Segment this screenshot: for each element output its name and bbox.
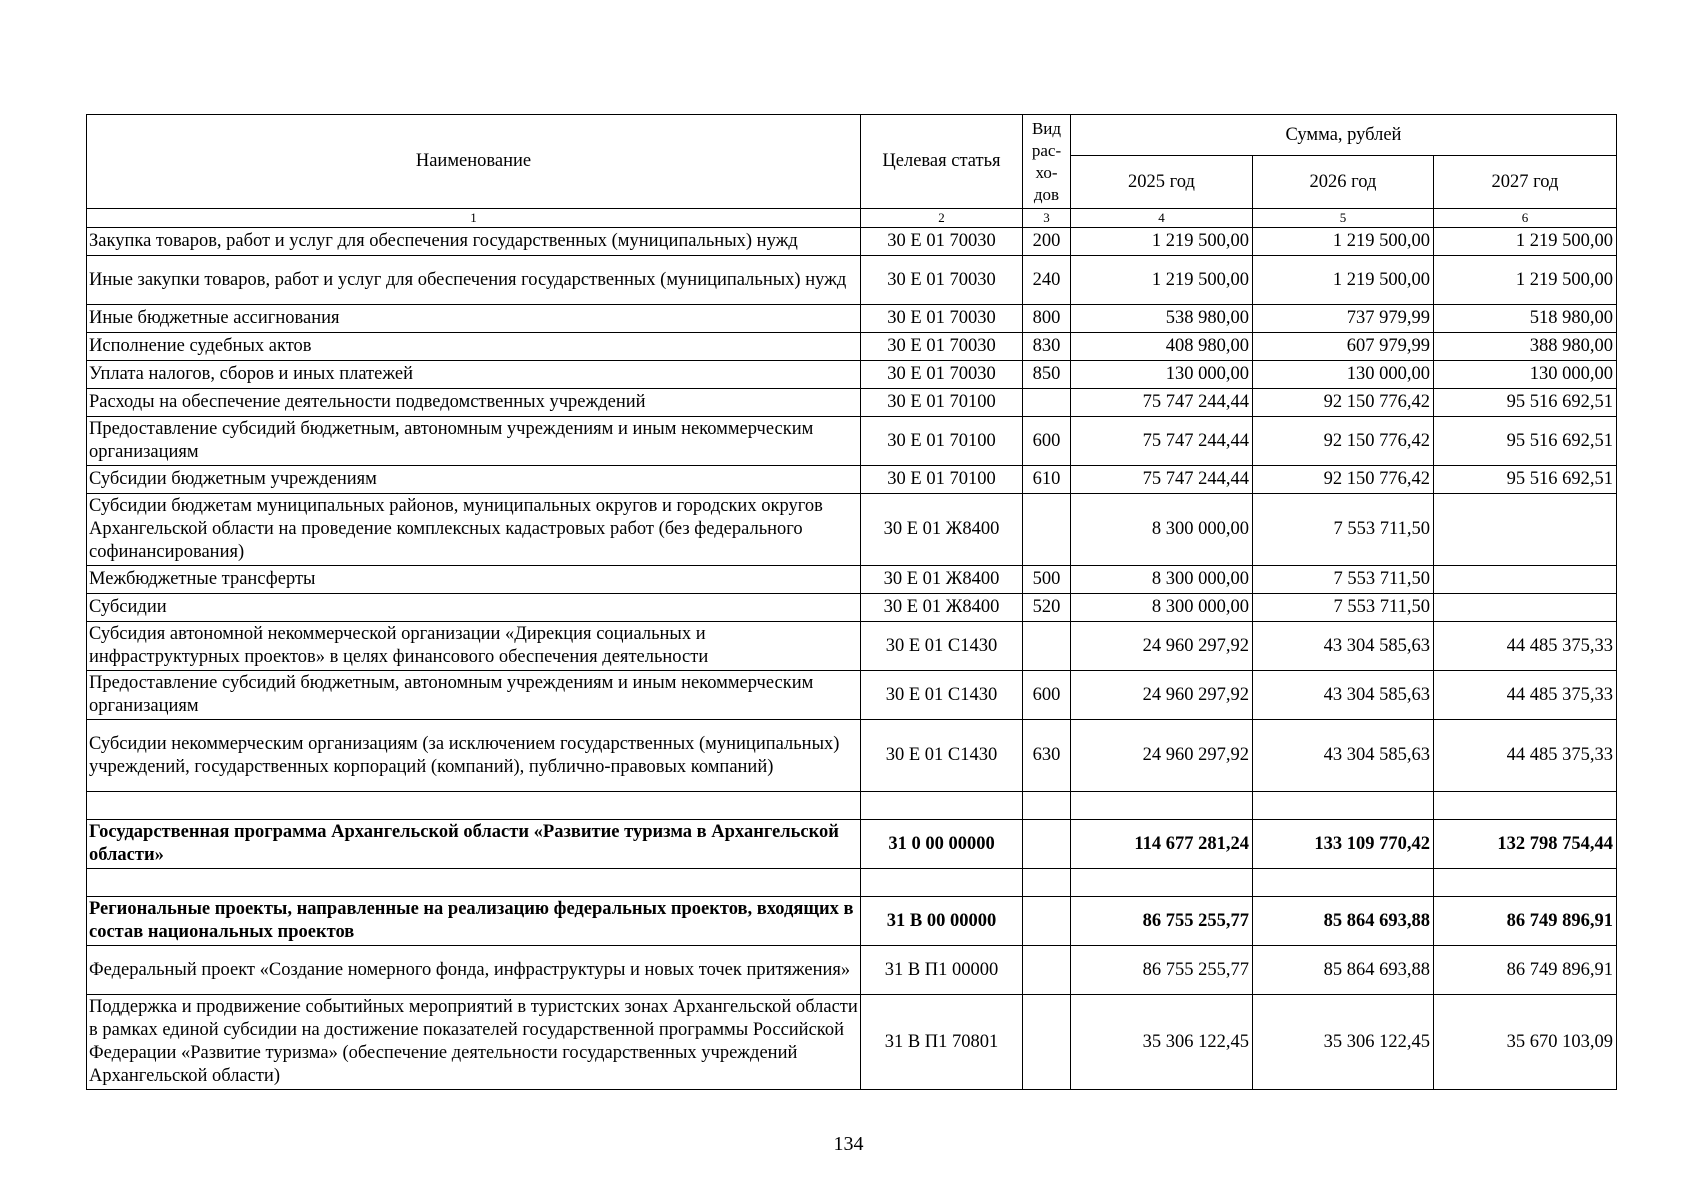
- row-target-code: 31 0 00 00000: [861, 820, 1023, 869]
- row-amount-2025: 1 219 500,00: [1071, 256, 1253, 305]
- row-name: [87, 869, 861, 897]
- table-row: [87, 228, 1617, 256]
- row-target-code: 30 Е 01 Ж8400: [861, 494, 1023, 566]
- row-amount-2027: [1434, 494, 1617, 566]
- row-amount-2026: 607 979,99: [1253, 333, 1434, 361]
- row-target-code: 30 Е 01 С1430: [861, 622, 1023, 671]
- row-expense-kind: 500: [1023, 566, 1071, 594]
- column-number: 5: [1253, 209, 1434, 228]
- row-name: Иные бюджетные ассигнования: [87, 305, 861, 333]
- row-amount-2026: 7 553 711,50: [1253, 566, 1434, 594]
- row-name: Поддержка и продвижение событийных мероприятий в туристских зонах Архангельской области в рамках единой субсидии на достижение показателей государственной программы Российской Федерации «Развитие туризма» (обеспечение деятельности государственных учреждений Архангельской области): [87, 995, 861, 1090]
- row-amount-2026: 85 864 693,88: [1253, 946, 1434, 995]
- table-row-program-total: [87, 820, 1617, 869]
- row-amount-2027: 132 798 754,44: [1434, 820, 1617, 869]
- table-row-empty: [87, 869, 1617, 897]
- row-expense-kind: 200: [1023, 228, 1071, 256]
- row-amount-2025: 24 960 297,92: [1071, 671, 1253, 720]
- row-expense-kind: [1023, 897, 1071, 946]
- row-amount-2025: [1071, 792, 1253, 820]
- row-amount-2025: 75 747 244,44: [1071, 417, 1253, 466]
- row-amount-2025: 538 980,00: [1071, 305, 1253, 333]
- row-amount-2025: 408 980,00: [1071, 333, 1253, 361]
- row-amount-2027: 95 516 692,51: [1434, 466, 1617, 494]
- table-row: [87, 417, 1617, 466]
- row-amount-2025: 35 306 122,45: [1071, 995, 1253, 1090]
- header-kind: Вид рас-хо-дов: [1023, 115, 1071, 209]
- table-row-empty: [87, 792, 1617, 820]
- row-amount-2027: [1434, 566, 1617, 594]
- row-name: Уплата налогов, сборов и иных платежей: [87, 361, 861, 389]
- header-2026: 2026 год: [1253, 156, 1434, 209]
- row-expense-kind: [1023, 389, 1071, 417]
- row-amount-2026: 1 219 500,00: [1253, 228, 1434, 256]
- row-target-code: 30 Е 01 70100: [861, 389, 1023, 417]
- row-name: Субсидии бюджетным учреждениям: [87, 466, 861, 494]
- row-amount-2026: 92 150 776,42: [1253, 466, 1434, 494]
- row-name: Закупка товаров, работ и услуг для обеспечения государственных (муниципальных) нужд: [87, 228, 861, 256]
- row-name: Государственная программа Архангельской области «Развитие туризма в Архангельской области»: [87, 820, 861, 869]
- row-amount-2027: 518 980,00: [1434, 305, 1617, 333]
- row-amount-2025: 86 755 255,77: [1071, 897, 1253, 946]
- row-amount-2026: 35 306 122,45: [1253, 995, 1434, 1090]
- table-row: [87, 466, 1617, 494]
- table-row: [87, 622, 1617, 671]
- row-amount-2025: 75 747 244,44: [1071, 466, 1253, 494]
- column-number: 3: [1023, 209, 1071, 228]
- row-target-code: 30 Е 01 С1430: [861, 720, 1023, 792]
- header-name: Наименование: [87, 115, 861, 209]
- row-target-code: 30 Е 01 Ж8400: [861, 594, 1023, 622]
- row-expense-kind: 850: [1023, 361, 1071, 389]
- header-row-top: [87, 115, 1617, 156]
- row-name: Иные закупки товаров, работ и услуг для обеспечения государственных (муниципальных) нужд: [87, 256, 861, 305]
- row-amount-2025: 8 300 000,00: [1071, 494, 1253, 566]
- row-name: [87, 792, 861, 820]
- table-row: [87, 389, 1617, 417]
- row-expense-kind: [1023, 820, 1071, 869]
- row-amount-2026: 43 304 585,63: [1253, 671, 1434, 720]
- budget-table-container: [86, 114, 1616, 1090]
- table-row: [87, 594, 1617, 622]
- table-row: [87, 333, 1617, 361]
- row-amount-2027: 95 516 692,51: [1434, 417, 1617, 466]
- table-row: [87, 361, 1617, 389]
- row-amount-2025: 24 960 297,92: [1071, 622, 1253, 671]
- row-amount-2026: 92 150 776,42: [1253, 389, 1434, 417]
- row-amount-2027: 86 749 896,91: [1434, 897, 1617, 946]
- page-number: 134: [833, 1133, 864, 1155]
- row-amount-2026: 85 864 693,88: [1253, 897, 1434, 946]
- row-target-code: [861, 869, 1023, 897]
- row-amount-2026: 43 304 585,63: [1253, 622, 1434, 671]
- row-name: Субсидии: [87, 594, 861, 622]
- row-amount-2025: 114 677 281,24: [1071, 820, 1253, 869]
- row-amount-2025: 86 755 255,77: [1071, 946, 1253, 995]
- row-amount-2027: [1434, 792, 1617, 820]
- row-amount-2027: 130 000,00: [1434, 361, 1617, 389]
- row-target-code: [861, 792, 1023, 820]
- budget-table: [86, 114, 1617, 1090]
- table-row: [87, 566, 1617, 594]
- row-amount-2025: [1071, 869, 1253, 897]
- row-expense-kind: 630: [1023, 720, 1071, 792]
- row-expense-kind: 800: [1023, 305, 1071, 333]
- row-name: Субсидии бюджетам муниципальных районов, муниципальных округов и городских округов Архангельской области на проведение комплексных кадастровых работ (без федерального софинансирования): [87, 494, 861, 566]
- row-name: Межбюджетные трансферты: [87, 566, 861, 594]
- row-name: Предоставление субсидий бюджетным, автономным учреждениям и иным некоммерческим организациям: [87, 417, 861, 466]
- row-expense-kind: 600: [1023, 417, 1071, 466]
- row-name: Субсидия автономной некоммерческой организации «Дирекция социальных и инфраструктурных проектов» в целях финансового обеспечения деятельности: [87, 622, 861, 671]
- row-amount-2027: 86 749 896,91: [1434, 946, 1617, 995]
- row-amount-2027: 35 670 103,09: [1434, 995, 1617, 1090]
- row-target-code: 30 Е 01 70030: [861, 361, 1023, 389]
- row-amount-2026: 737 979,99: [1253, 305, 1434, 333]
- table-row: [87, 671, 1617, 720]
- row-amount-2025: 75 747 244,44: [1071, 389, 1253, 417]
- row-amount-2027: 95 516 692,51: [1434, 389, 1617, 417]
- column-number: 2: [861, 209, 1023, 228]
- row-expense-kind: [1023, 792, 1071, 820]
- table-row: [87, 494, 1617, 566]
- row-expense-kind: [1023, 869, 1071, 897]
- row-expense-kind: [1023, 995, 1071, 1090]
- row-amount-2026: [1253, 792, 1434, 820]
- column-number: 6: [1434, 209, 1617, 228]
- row-amount-2027: [1434, 594, 1617, 622]
- table-row: [87, 720, 1617, 792]
- row-amount-2026: 7 553 711,50: [1253, 494, 1434, 566]
- row-amount-2027: 1 219 500,00: [1434, 256, 1617, 305]
- row-expense-kind: 830: [1023, 333, 1071, 361]
- row-amount-2026: 1 219 500,00: [1253, 256, 1434, 305]
- row-target-code: 30 Е 01 70100: [861, 417, 1023, 466]
- table-row: [87, 995, 1617, 1090]
- row-expense-kind: 520: [1023, 594, 1071, 622]
- row-target-code: 30 Е 01 Ж8400: [861, 566, 1023, 594]
- row-target-code: 31 В П1 70801: [861, 995, 1023, 1090]
- row-amount-2025: 24 960 297,92: [1071, 720, 1253, 792]
- row-target-code: 31 В П1 00000: [861, 946, 1023, 995]
- row-target-code: 30 Е 01 С1430: [861, 671, 1023, 720]
- header-target: Целевая статья: [861, 115, 1023, 209]
- row-name: Федеральный проект «Создание номерного фонда, инфраструктуры и новых точек притяжения»: [87, 946, 861, 995]
- table-row: [87, 946, 1617, 995]
- row-name: Предоставление субсидий бюджетным, автономным учреждениям и иным некоммерческим организациям: [87, 671, 861, 720]
- row-expense-kind: 600: [1023, 671, 1071, 720]
- row-amount-2026: 130 000,00: [1253, 361, 1434, 389]
- row-target-code: 30 Е 01 70030: [861, 256, 1023, 305]
- row-target-code: 30 Е 01 70030: [861, 305, 1023, 333]
- row-amount-2026: 7 553 711,50: [1253, 594, 1434, 622]
- row-amount-2025: 8 300 000,00: [1071, 594, 1253, 622]
- row-target-code: 30 Е 01 70030: [861, 228, 1023, 256]
- row-expense-kind: 240: [1023, 256, 1071, 305]
- column-number: 1: [87, 209, 861, 228]
- header-2027: 2027 год: [1434, 156, 1617, 209]
- row-amount-2027: 44 485 375,33: [1434, 671, 1617, 720]
- row-name: Исполнение судебных актов: [87, 333, 861, 361]
- row-expense-kind: 610: [1023, 466, 1071, 494]
- row-target-code: 30 Е 01 70100: [861, 466, 1023, 494]
- column-number: 4: [1071, 209, 1253, 228]
- row-amount-2027: 388 980,00: [1434, 333, 1617, 361]
- column-number-row: [87, 209, 1617, 228]
- row-expense-kind: [1023, 494, 1071, 566]
- row-name: Расходы на обеспечение деятельности подведомственных учреждений: [87, 389, 861, 417]
- table-row: [87, 305, 1617, 333]
- table-row: [87, 256, 1617, 305]
- row-amount-2026: 92 150 776,42: [1253, 417, 1434, 466]
- row-amount-2025: 130 000,00: [1071, 361, 1253, 389]
- row-amount-2026: [1253, 869, 1434, 897]
- row-amount-2025: 8 300 000,00: [1071, 566, 1253, 594]
- header-2025: 2025 год: [1071, 156, 1253, 209]
- header-sum: Сумма, рублей: [1071, 115, 1617, 156]
- row-expense-kind: [1023, 622, 1071, 671]
- row-expense-kind: [1023, 946, 1071, 995]
- row-amount-2025: 1 219 500,00: [1071, 228, 1253, 256]
- row-name: Субсидии некоммерческим организациям (за исключением государственных (муниципальных) учреждений, государственных корпораций (компаний), публично-правовых компаний): [87, 720, 861, 792]
- row-amount-2027: [1434, 869, 1617, 897]
- row-target-code: 30 Е 01 70030: [861, 333, 1023, 361]
- row-name: Региональные проекты, направленные на реализацию федеральных проектов, входящих в состав национальных проектов: [87, 897, 861, 946]
- table-row-regional-projects: [87, 897, 1617, 946]
- row-amount-2027: 44 485 375,33: [1434, 622, 1617, 671]
- row-amount-2027: 44 485 375,33: [1434, 720, 1617, 792]
- row-target-code: 31 В 00 00000: [861, 897, 1023, 946]
- row-amount-2026: 133 109 770,42: [1253, 820, 1434, 869]
- row-amount-2026: 43 304 585,63: [1253, 720, 1434, 792]
- row-amount-2027: 1 219 500,00: [1434, 228, 1617, 256]
